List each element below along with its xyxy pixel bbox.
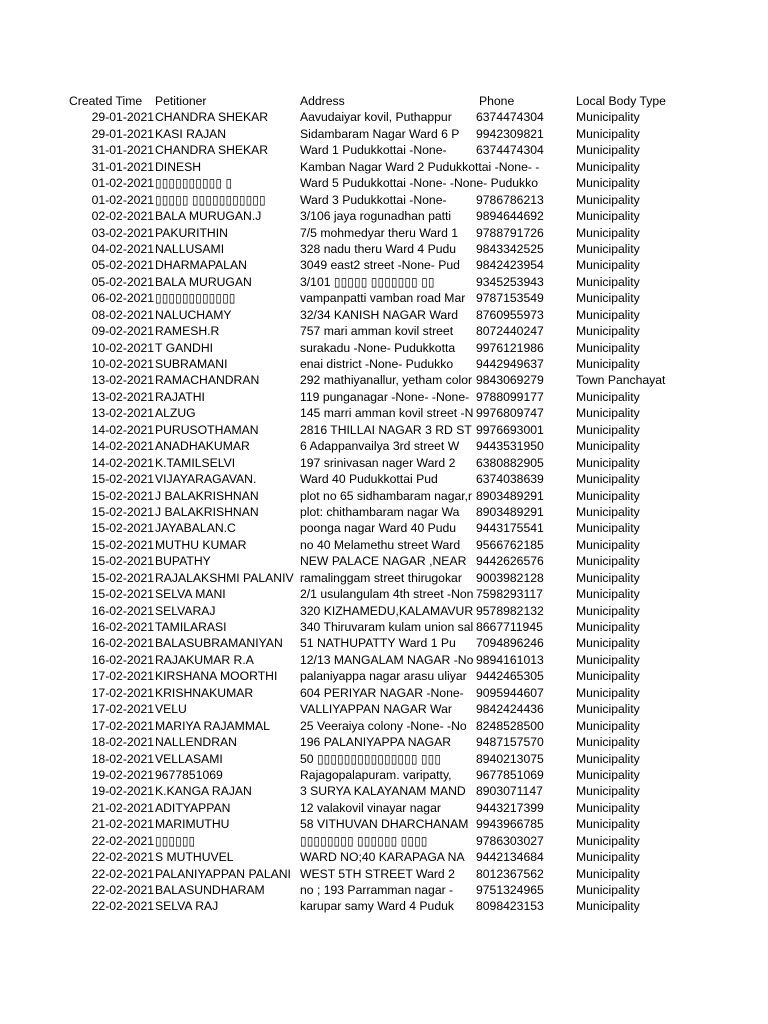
created-time-cell: 15-02-2021: [91, 554, 154, 569]
table-row: [0, 833, 768, 849]
table-row: [0, 356, 768, 372]
phone-cell: 8012367562: [476, 866, 544, 881]
address-cell: poonga nagar Ward 40 Pudu: [300, 521, 457, 536]
created-time-cell: 08-02-2021: [91, 307, 154, 322]
created-time-cell: 22-02-2021: [91, 850, 154, 865]
phone-cell: 9943966785: [476, 817, 544, 832]
local-body-type-cell: Municipality: [576, 209, 640, 224]
petitioner-cell: SELVARAJ: [155, 603, 216, 618]
created-time-cell: 15-02-2021: [91, 504, 154, 519]
phone-cell: 9442134684: [476, 850, 544, 865]
local-body-type-cell: Municipality: [576, 899, 640, 914]
address-cell: 328 nadu theru Ward 4 Pudu: [300, 241, 457, 256]
table-row: [0, 323, 768, 339]
address-cell: plot no 65 sidhambaram nagar,r: [300, 488, 473, 503]
table-row: [0, 603, 768, 619]
created-time-cell: 13-02-2021: [91, 373, 154, 388]
created-time-cell: 29-01-2021: [91, 110, 154, 125]
phone-cell: 9578982132: [476, 603, 544, 618]
petitioner-cell: RAJATHI: [155, 389, 205, 404]
created-time-cell: 13-02-2021: [91, 406, 154, 421]
table-row: [0, 553, 768, 569]
address-cell: 2/1 usulangulam 4th street -Non: [300, 587, 474, 602]
table-row: [0, 307, 768, 323]
header-local-body-type: Local Body Type: [576, 94, 666, 108]
petitioner-cell: MARIYA RAJAMMAL: [155, 718, 270, 733]
phone-cell: 8940213075: [476, 751, 544, 766]
phone-cell: 9842424436: [476, 702, 544, 717]
local-body-type-cell: Municipality: [576, 389, 640, 404]
phone-cell: 9942309821: [476, 126, 544, 141]
phone-cell: 9894161013: [476, 652, 544, 667]
phone-cell: 9442949637: [476, 357, 544, 371]
table-row: [0, 685, 768, 701]
phone-cell: 9842423954: [476, 258, 544, 273]
petitioner-cell: BALA MURUGAN.J: [155, 209, 262, 224]
petitioner-cell: PURUSOTHAMAN: [155, 422, 259, 437]
header-phone: Phone: [479, 94, 515, 108]
address-cell: Rajagopalapuram. varipatty,: [300, 767, 452, 782]
local-body-type-cell: Municipality: [576, 241, 640, 256]
address-cell: 58 VITHUVAN DHARCHANAM: [300, 817, 469, 832]
address-cell: 196 PALANIYAPPA NAGAR: [300, 735, 452, 750]
phone-cell: 9443175541: [476, 521, 544, 536]
local-body-type-cell: Municipality: [576, 225, 640, 240]
phone-cell: 8760955973: [476, 307, 544, 322]
table-row: [0, 619, 768, 635]
local-body-type-cell: Municipality: [576, 504, 640, 519]
local-body-type-cell: Municipality: [576, 406, 640, 421]
address-cell: vampanpatti vamban road Mar: [300, 291, 466, 306]
local-body-type-cell: Municipality: [576, 850, 640, 865]
phone-cell: 9787153549: [476, 291, 544, 306]
petitioner-cell: RAJAKUMAR R.A: [155, 652, 254, 667]
phone-cell: 8903489291: [476, 488, 544, 503]
address-cell: 3049 east2 street -None- Pud: [300, 258, 460, 273]
created-time-cell: 17-02-2021: [91, 685, 154, 700]
address-cell: Ward 5 Pudukkottai -None- -None- Pudukko: [300, 176, 538, 191]
phone-cell: 9786786213: [476, 192, 544, 207]
phone-cell: 8248528500: [476, 718, 544, 733]
phone-cell: 9976693001: [476, 422, 544, 437]
local-body-type-cell: Municipality: [576, 767, 640, 782]
local-body-type-cell: Municipality: [576, 718, 640, 733]
phone-cell: 9843069279: [476, 373, 544, 388]
petitioner-cell: NALUCHAMY: [155, 307, 232, 322]
local-body-type-cell: Municipality: [576, 324, 640, 339]
created-time-cell: 05-02-2021: [91, 258, 154, 273]
table-row: [0, 274, 768, 290]
created-time-cell: 21-02-2021: [91, 817, 154, 832]
table-row: [0, 241, 768, 257]
table-row: [0, 570, 768, 586]
local-body-type-cell: Municipality: [576, 784, 640, 799]
created-time-cell: 15-02-2021: [91, 521, 154, 536]
phone-cell: 7094896246: [476, 636, 544, 651]
address-cell: Aavudaiyar kovil, Puthappur: [300, 110, 452, 125]
table-row: [0, 208, 768, 224]
address-cell: NEW PALACE NAGAR ,NEAR: [300, 554, 467, 569]
table-row: [0, 718, 768, 734]
petitioner-cell: J BALAKRISHNAN: [155, 504, 259, 519]
phone-cell: 9443531950: [476, 439, 544, 454]
petitioner-cell: KRISHNAKUMAR: [155, 685, 254, 700]
table-row: [0, 389, 768, 405]
created-time-cell: 14-02-2021: [91, 455, 154, 470]
phone-cell: 9894644692: [476, 209, 544, 224]
petitioner-cell: K.TAMILSELVI: [155, 455, 236, 470]
petitioner-cell: RAMACHANDRAN: [155, 373, 260, 388]
created-time-cell: 06-02-2021: [91, 291, 154, 306]
address-cell: 12/13 MANGALAM NAGAR -No: [300, 652, 474, 667]
created-time-cell: 17-02-2021: [91, 718, 154, 733]
address-cell: Ward 40 Pudukkottai Pud: [300, 472, 438, 487]
address-cell: 145 marri amman kovil street -N: [300, 406, 474, 421]
phone-cell: 6374474304: [476, 110, 544, 125]
phone-cell: 9976809747: [476, 406, 544, 421]
created-time-cell: 05-02-2021: [91, 274, 154, 289]
table-row: [0, 751, 768, 767]
petitioner-cell: ALZUG: [155, 406, 196, 421]
petitioner-cell: DINESH: [155, 159, 202, 174]
phone-cell: 6380882905: [476, 455, 544, 470]
address-cell: 119 punganagar -None- -None-: [300, 389, 470, 404]
header-address: Address: [300, 94, 345, 108]
address-cell: ▯▯▯▯▯▯▯▯ ▯▯▯▯▯▯ ▯▯▯▯: [300, 833, 428, 848]
table-row: [0, 471, 768, 487]
address-cell: Ward 3 Pudukkottai -None-: [300, 192, 447, 207]
address-cell: Sidambaram Nagar Ward 6 P: [300, 126, 460, 141]
local-body-type-cell: Municipality: [576, 751, 640, 766]
created-time-cell: 22-02-2021: [91, 866, 154, 881]
petitioner-cell: ▯▯▯▯▯ ▯▯▯▯▯▯▯▯▯▯▯: [155, 192, 266, 207]
local-body-type-cell: Municipality: [576, 439, 640, 454]
petitioner-cell: 9677851069: [155, 767, 223, 782]
local-body-type-cell: Municipality: [576, 126, 640, 141]
petitioner-cell: BALASUNDHARAM: [155, 883, 265, 897]
address-cell: no ; 193 Parramman nagar -: [300, 883, 454, 897]
created-time-cell: 04-02-2021: [91, 241, 154, 256]
created-time-cell: 19-02-2021: [91, 784, 154, 799]
table-row: [0, 520, 768, 536]
table-row: [0, 652, 768, 668]
created-time-cell: 19-02-2021: [91, 767, 154, 782]
petitioner-cell: ADITYAPPAN: [155, 800, 231, 815]
petitioner-cell: J BALAKRISHNAN: [155, 488, 259, 503]
local-body-type-cell: Municipality: [576, 143, 640, 158]
created-time-cell: 14-02-2021: [91, 439, 154, 454]
address-cell: enai district -None- Pudukko: [300, 357, 454, 371]
petitioner-cell: TAMILARASI: [155, 620, 227, 634]
petitioner-cell: PAKURITHIN: [155, 225, 228, 240]
petitioner-cell: ANADHAKUMAR: [155, 439, 250, 454]
created-time-cell: 16-02-2021: [91, 636, 154, 651]
table-row: [0, 438, 768, 454]
petitioner-cell: VELLASAMI: [155, 751, 223, 766]
petitioner-cell: NALLUSAMI: [155, 241, 225, 256]
local-body-type-cell: Municipality: [576, 570, 640, 585]
spreadsheet-table: [0, 93, 768, 915]
created-time-cell: 10-02-2021: [91, 340, 154, 355]
petitioner-cell: SUBRAMANI: [155, 357, 228, 371]
petitioner-cell: PALANIYAPPAN PALANI: [155, 866, 291, 881]
table-row: [0, 767, 768, 783]
created-time-cell: 15-02-2021: [91, 570, 154, 585]
local-body-type-cell: Municipality: [576, 685, 640, 700]
created-time-cell: 17-02-2021: [91, 702, 154, 717]
address-cell: 32/34 KANISH NAGAR Ward: [300, 307, 459, 322]
address-cell: plot: chithambaram nagar Wa: [300, 504, 460, 519]
address-cell: 757 mari amman kovil street: [300, 324, 454, 339]
phone-cell: 9442626576: [476, 554, 544, 569]
created-time-cell: 21-02-2021: [91, 800, 154, 815]
phone-cell: 9677851069: [476, 767, 544, 782]
table-row: [0, 734, 768, 750]
phone-cell: 9751324965: [476, 883, 544, 897]
local-body-type-cell: Municipality: [576, 620, 640, 634]
local-body-type-cell: Municipality: [576, 422, 640, 437]
petitioner-cell: VIJAYARAGAVAN.: [155, 472, 257, 487]
phone-cell: 9003982128: [476, 570, 544, 585]
petitioner-cell: RAMESH.R: [155, 324, 220, 339]
petitioner-cell: ▯▯▯▯▯▯: [155, 833, 196, 848]
local-body-type-cell: Municipality: [576, 472, 640, 487]
petitioner-cell: CHANDRA SHEKAR: [155, 143, 269, 158]
local-body-type-cell: Municipality: [576, 521, 640, 536]
table-row: [0, 405, 768, 421]
phone-cell: 9095944607: [476, 685, 544, 700]
created-time-cell: 01-02-2021: [91, 176, 154, 191]
address-cell: WARD NO;40 KARAPAGA NA: [300, 850, 465, 865]
table-row: [0, 504, 768, 520]
phone-cell: 7598293117: [476, 587, 543, 602]
local-body-type-cell: Municipality: [576, 357, 640, 371]
table-row: [0, 866, 768, 882]
created-time-cell: 09-02-2021: [91, 324, 154, 339]
petitioner-cell: T GANDHI: [155, 340, 214, 355]
phone-cell: 8667711945: [476, 620, 543, 634]
local-body-type-cell: Municipality: [576, 587, 640, 602]
local-body-type-cell: Municipality: [576, 159, 640, 174]
local-body-type-cell: Municipality: [576, 537, 640, 552]
address-cell: 340 Thiruvaram kulam union sal: [300, 620, 474, 634]
phone-cell: 9443217399: [476, 800, 544, 815]
petitioner-cell: ▯▯▯▯▯▯▯▯▯▯ ▯: [155, 176, 233, 191]
address-cell: 7/5 mohmedyar theru Ward 1: [300, 225, 459, 240]
local-body-type-cell: Municipality: [576, 833, 640, 848]
address-cell: 3/106 jaya rogunadhan patti: [300, 209, 452, 224]
local-body-type-cell: Municipality: [576, 652, 640, 667]
phone-cell: 8903489291: [476, 504, 544, 519]
phone-cell: 8098423153: [476, 899, 544, 914]
created-time-cell: 31-01-2021: [91, 143, 154, 158]
created-time-cell: 16-02-2021: [91, 603, 154, 618]
table-row: [0, 668, 768, 684]
address-cell: Kamban Nagar Ward 2 Pudukkottai -None- -: [300, 159, 540, 174]
local-body-type-cell: Municipality: [576, 883, 640, 897]
table-row: [0, 109, 768, 125]
created-time-cell: 22-02-2021: [91, 899, 154, 914]
local-body-type-cell: Municipality: [576, 636, 640, 651]
local-body-type-cell: Municipality: [576, 735, 640, 750]
created-time-cell: 10-02-2021: [91, 357, 154, 371]
phone-cell: 9843342525: [476, 241, 544, 256]
local-body-type-cell: Town Panchayat: [576, 373, 666, 388]
created-time-cell: 16-02-2021: [91, 620, 154, 634]
phone-cell: 9566762185: [476, 537, 544, 552]
phone-cell: 9788099177: [476, 389, 544, 404]
phone-cell: 9345253943: [476, 274, 544, 289]
petitioner-cell: KIRSHANA MOORTHI: [155, 669, 278, 684]
local-body-type-cell: Municipality: [576, 702, 640, 717]
created-time-cell: 31-01-2021: [91, 159, 154, 174]
petitioner-cell: DHARMAPALAN: [155, 258, 247, 273]
address-cell: 292 mathiyanallur, yetham color: [300, 373, 473, 388]
created-time-cell: 15-02-2021: [91, 537, 154, 552]
petitioner-cell: SELVA MANI: [155, 587, 226, 602]
created-time-cell: 17-02-2021: [91, 669, 154, 684]
petitioner-cell: MUTHU KUMAR: [155, 537, 247, 552]
petitioner-cell: KASI RAJAN: [155, 126, 227, 141]
table-row: [0, 586, 768, 602]
petitioner-cell: NALLENDRAN: [155, 735, 237, 750]
address-cell: palaniyappa nagar arasu uliyar: [300, 669, 467, 684]
petitioner-cell: VELU: [155, 702, 187, 717]
table-row: [0, 800, 768, 816]
table-row: [0, 488, 768, 504]
created-time-cell: 14-02-2021: [91, 422, 154, 437]
local-body-type-cell: Municipality: [576, 488, 640, 503]
address-cell: WEST 5TH STREET Ward 2: [300, 866, 455, 881]
table-row: [0, 126, 768, 142]
table-row: [0, 635, 768, 651]
local-body-type-cell: Municipality: [576, 669, 640, 684]
header-created-time: Created Time: [69, 94, 143, 108]
address-cell: surakadu -None- Pudukkotta: [300, 340, 456, 355]
petitioner-cell: MARIMUTHU: [155, 817, 230, 832]
address-cell: 12 valakovil vinayar nagar: [300, 800, 441, 815]
petitioner-cell: K.KANGA RAJAN: [155, 784, 252, 799]
local-body-type-cell: Municipality: [576, 291, 640, 306]
header-row: [0, 93, 768, 109]
created-time-cell: 15-02-2021: [91, 587, 154, 602]
petitioner-cell: JAYABALAN.C: [155, 521, 236, 536]
petitioner-cell: ▯▯▯▯▯▯▯▯▯▯▯▯: [155, 291, 236, 306]
petitioner-cell: CHANDRA SHEKAR: [155, 110, 269, 125]
address-cell: 604 PERIYAR NAGAR -None-: [300, 685, 464, 700]
local-body-type-cell: Municipality: [576, 176, 640, 191]
local-body-type-cell: Municipality: [576, 455, 640, 470]
created-time-cell: 16-02-2021: [91, 652, 154, 667]
local-body-type-cell: Municipality: [576, 307, 640, 322]
table-row: [0, 701, 768, 717]
table-row: [0, 783, 768, 799]
address-cell: 2816 THILLAI NAGAR 3 RD ST: [300, 422, 472, 437]
created-time-cell: 15-02-2021: [91, 488, 154, 503]
table-row: [0, 340, 768, 356]
table-row: [0, 257, 768, 273]
phone-cell: 9442465305: [476, 669, 544, 684]
local-body-type-cell: Municipality: [576, 603, 640, 618]
phone-cell: 8903071147: [476, 784, 543, 799]
phone-cell: 9976121986: [476, 340, 544, 355]
table-row: [0, 882, 768, 898]
petitioner-cell: BALASUBRAMANIYAN: [155, 636, 283, 651]
phone-cell: 6374474304: [476, 143, 544, 158]
table-row: [0, 816, 768, 832]
header-petitioner: Petitioner: [155, 94, 207, 108]
local-body-type-cell: Municipality: [576, 866, 640, 881]
created-time-cell: 01-02-2021: [91, 192, 154, 207]
local-body-type-cell: Municipality: [576, 258, 640, 273]
local-body-type-cell: Municipality: [576, 817, 640, 832]
local-body-type-cell: Municipality: [576, 110, 640, 125]
address-cell: karupar samy Ward 4 Puduk: [300, 899, 454, 914]
phone-cell: 9788791726: [476, 225, 544, 240]
table-row: [0, 898, 768, 914]
created-time-cell: 22-02-2021: [91, 833, 154, 848]
address-cell: 320 KIZHAMEDU,KALAMAVUR: [300, 603, 474, 618]
local-body-type-cell: Municipality: [576, 554, 640, 569]
table-row: [0, 290, 768, 306]
address-cell: Ward 1 Pudukkottai -None-: [300, 143, 447, 158]
local-body-type-cell: Municipality: [576, 192, 640, 207]
address-cell: 6 Adappanvailya 3rd street W: [300, 439, 460, 454]
address-cell: no 40 Melamethu street Ward: [300, 537, 461, 552]
table-row: [0, 159, 768, 175]
table-row: [0, 372, 768, 388]
petitioner-cell: RAJALAKSHMI PALANIV: [155, 570, 294, 585]
address-cell: 51 NATHUPATTY Ward 1 Pu: [300, 636, 456, 651]
table-row: [0, 849, 768, 865]
table-row: [0, 175, 768, 191]
table-row: [0, 422, 768, 438]
address-cell: 50 ▯▯▯▯▯▯▯▯▯▯▯▯▯▯▯ ▯▯▯: [300, 751, 442, 766]
address-cell: 3/101 ▯▯▯▯▯ ▯▯▯▯▯▯▯ ▯▯: [300, 274, 435, 289]
address-cell: ramalinggam street thirugokar: [300, 570, 462, 585]
created-time-cell: 18-02-2021: [91, 751, 154, 766]
phone-cell: 6374038639: [476, 472, 544, 487]
created-time-cell: 18-02-2021: [91, 735, 154, 750]
created-time-cell: 22-02-2021: [91, 883, 154, 897]
address-cell: VALLIYAPPAN NAGAR War: [300, 702, 452, 717]
petitioner-cell: BALA MURUGAN: [155, 274, 252, 289]
created-time-cell: 15-02-2021: [91, 472, 154, 487]
table-row: [0, 142, 768, 158]
created-time-cell: 02-02-2021: [91, 209, 154, 224]
table-row: [0, 192, 768, 208]
table-row: [0, 225, 768, 241]
table-row: [0, 455, 768, 471]
address-cell: 3 SURYA KALAYANAM MAND: [300, 784, 466, 799]
phone-cell: 9487157570: [476, 735, 544, 750]
created-time-cell: 13-02-2021: [91, 389, 154, 404]
petitioner-cell: SELVA RAJ: [155, 899, 219, 914]
local-body-type-cell: Municipality: [576, 800, 640, 815]
phone-cell: 8072440247: [476, 324, 544, 339]
created-time-cell: 03-02-2021: [91, 225, 154, 240]
petitioner-cell: S MUTHUVEL: [155, 850, 234, 865]
phone-cell: 9786303027: [476, 833, 544, 848]
local-body-type-cell: Municipality: [576, 340, 640, 355]
table-row: [0, 537, 768, 553]
petitioner-cell: BUPATHY: [155, 554, 211, 569]
local-body-type-cell: Municipality: [576, 274, 640, 289]
address-cell: 25 Veeraiya colony -None- -No: [300, 718, 467, 733]
created-time-cell: 29-01-2021: [91, 126, 154, 141]
address-cell: 197 srinivasan nager Ward 2: [300, 455, 456, 470]
